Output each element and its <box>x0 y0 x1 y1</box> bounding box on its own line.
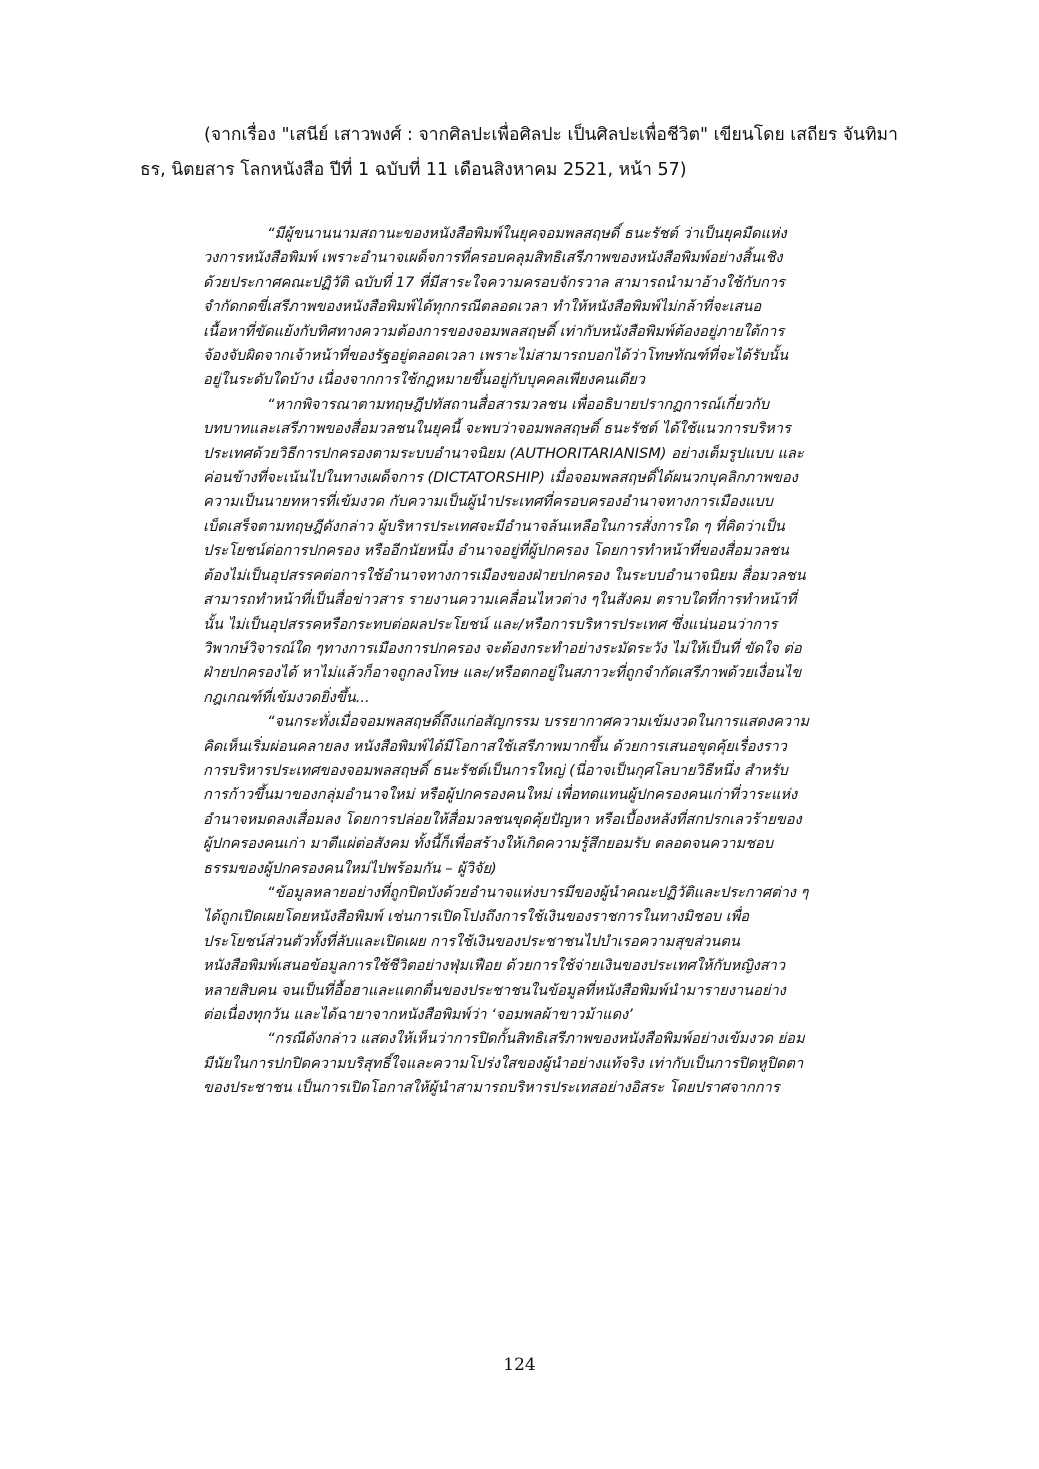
page-number: 124 <box>503 1355 536 1375</box>
quote-line: หนังสือพิมพ์เสนอข้อมูลการใช้ชีวิตอย่างฟุ่มเฟือย ด้วยการใช้จ่ายเงินของประเทศให้กับหญิงสาว <box>203 957 786 975</box>
quote-line: ความเป็นนายทหารที่เข้มงวด กับความเป็นผู้นำประเทศที่ครอบครองอำนาจทางการเมืองแบบ <box>203 493 773 511</box>
quote-line: อยู่ในระดับใดบ้าง เนื่องจากการใช้กฎหมายขึ้นอยู่กับบุคคลเพียงคนเดียว <box>203 371 645 389</box>
quote-line: มีนัยในการปกปิดความบริสุทธิ์ใจและความโปร่งใสของผู้นำอย่างแท้จริง เท่ากับเป็นการปิดหูปิดตา <box>203 1054 804 1072</box>
quote-line: ได้ถูกเปิดเผยโดยหนังสือพิมพ์ เช่นการเปิดโปงถึงการใช้เงินของราชการในทางมิชอบ เพื่อ <box>203 908 749 926</box>
quote-line: นั้น ไม่เป็นอุปสรรคหรือกระทบต่อผลประโยชน์ และ/หรือการบริหารประเทศ ซึ่งแน่นอนว่าการ <box>203 615 778 633</box>
quote-line: หลายสิบคน จนเป็นที่อื้อฮาและแตกตื่นของประชาชนในข้อมูลที่หนังสือพิมพ์นำมารายงานอย่าง <box>203 981 786 999</box>
quote-paragraph <box>203 222 893 393</box>
citation-line: (จากเรื่อง "เสนีย์ เสาวพงศ์ : จากศิลปะเพื่อศิลปะ เป็นศิลปะเพื่อชีวิต" เขียนโดย เสถียร จันทิมา <box>204 125 898 145</box>
quote-line: การก้าวขึ้นมาของกลุ่มอำนาจใหม่ หรือผู้ปกครองคนใหม่ เพื่อทดแทนผู้ปกครองคนเก่าที่วาระแห่ง <box>203 786 798 804</box>
quote-line: วงการหนังสือพิมพ์ เพราะอำนาจเผด็จการที่ครอบคลุมสิทธิเสรีภาพของหนังสือพิมพ์อย่างสิ้นเชิง <box>203 249 783 267</box>
quote-paragraph <box>203 393 893 710</box>
quote-line: “กรณีดังกล่าว แสดงให้เห็นว่าการปิดกั้นสิทธิเสรีภาพของหนังสือพิมพ์อย่างเข้มงวด ย่อม <box>267 1030 805 1048</box>
quote-line: ประเทศด้วยวิธีการปกครองตามระบบอำนาจนิยม (AUTHORITARIANISM) อย่างเต็มรูปแบบ และ <box>203 444 804 462</box>
quote-line: ธรรมของผู้ปกครองคนใหม่ไปพร้อมกัน – ผู้วิจัย) <box>203 859 497 877</box>
quote-paragraph <box>203 1027 893 1100</box>
quote-paragraph <box>203 881 893 1027</box>
quote-line: การบริหารประเทศของจอมพลสฤษดิ์ ธนะรัชต์เป็นการใหญ่ (นี่อาจเป็นกุศโลบายวิธีหนึ่ง สำหรับ <box>203 761 788 779</box>
citation-block <box>140 118 930 188</box>
quote-line: ของประชาชน เป็นการเปิดโอกาสให้ผู้นำสามารถบริหารประเทสอย่างอิสระ โดยปราศจากการ <box>203 1079 780 1097</box>
quote-line: เบ็ดเสร็จตามทฤษฎีดังกล่าว ผู้บริหารประเทศจะมีอำนาจล้นเหลือในการสั่งการใด ๆ ที่คิดว่าเป็น <box>203 517 785 535</box>
quote-line: อำนาจหมดลงเสื่อมลง โดยการปล่อยให้สื่อมวลชนขุดคุ้ยปัญหา หรือเบื้องหลังที่สกปรกเลวร้ายของ <box>203 810 802 828</box>
quoted-passage <box>203 222 893 1101</box>
citation-line: ธร, นิตยสาร โลกหนังสือ ปีที่ 1 ฉบับที่ 11 เดือนสิงหาคม 2521, หน้า 57) <box>140 160 687 180</box>
quote-line: ผู้ปกครองคนเก่า มาตีแผ่ต่อสังคม ทั้งนี้ก็เพื่อสร้างให้เกิดความรู้สึกยอมรับ ตลอดจนความชอบ <box>203 835 774 853</box>
quote-line: วิพากษ์วิจารณ์ใด ๆทางการเมืองการปกครอง จะต้องกระทำอย่างระมัดระวัง ไม่ให้เป็นที่ ขัดใจ ต่อ <box>203 639 802 657</box>
quote-line: “จนกระทั่งเมื่อจอมพลสฤษดิ์ถึงแก่อสัญกรรม บรรยากาศความเข้มงวดในการแสดงความ <box>267 713 809 731</box>
quote-line: “หากพิจารณาตามทฤษฎีปทัสถานสื่อสารมวลชน เพื่ออธิบายปรากฏการณ์เกี่ยวกับ <box>267 395 770 413</box>
quote-line: ต่อเนื่องทุกวัน และได้ฉายาจากหนังสือพิมพ์ว่า ‘จอมพลผ้าขาวม้าแดง’ <box>203 1006 633 1023</box>
quote-line: จ้องจับผิดจากเจ้าหน้าที่ของรัฐอยู่ตลอดเวลา เพราะไม่สามารถบอกได้ว่าโทษทัณฑ์ที่จะได้รับนั้น <box>203 347 789 365</box>
quote-line: ฝ่ายปกครองได้ หาไม่แล้วก็อาจถูกลงโทษ และ/หรือตกอยู่ในสภาวะที่ถูกจำกัดเสรีภาพด้วยเงื่อนไข <box>203 664 802 682</box>
quote-line: ประโยชน์ต่อการปกครอง หรืออีกนัยหนึ่ง อำนาจอยู่ที่ผู้ปกครอง โดยการทำหน้าที่ของสื่อมวลชน <box>203 542 789 560</box>
quote-line: สามารถทำหน้าที่เป็นสื่อข่าวสาร รายงานความเคลื่อนไหวต่าง ๆในสังคม ตราบใดที่การทำหน้าที่ <box>203 591 797 609</box>
quote-line: ด้วยประกาศคณะปฏิวัติ ฉบับที่ 17 ที่มีสาระใจความครอบจักรวาล สามารถนำมาอ้างใช้กับการ <box>203 273 785 291</box>
quote-line: กฎเกณฑ์ที่เข้มงวดยิ่งขึ้น... <box>203 688 370 706</box>
quote-line: คิดเห็นเริ่มผ่อนคลายลง หนังสือพิมพ์ได้มีโอกาสใช้เสรีภาพมากขึ้น ด้วยการเสนอขุดคุ้ยเรื่องราว <box>203 737 787 755</box>
quote-line: “มีผู้ขนานนามสถานะของหนังสือพิมพ์ในยุคจอมพลสฤษดิ์ ธนะรัชต์ ว่าเป็นยุคมืดแห่ง <box>267 225 787 242</box>
quote-line: จำกัดกดขี่เสรีภาพของหนังสือพิมพ์ได้ทุกกรณีตลอดเวลา ทำให้หนังสือพิมพ์ไม่กล้าที่จะเสนอ <box>203 298 762 316</box>
quote-line: ค่อนข้างที่จะเน้นไปในทางเผด็จการ (DICTATORSHIP) เมื่อจอมพลสฤษดิ์ได้ผนวกบุคลิกภาพของ <box>203 469 798 487</box>
quote-line: “ข้อมูลหลายอย่างที่ถูกปิดบังด้วยอำนาจแห่งบารมีของผู้นำคณะปฏิวัติและประกาศต่าง ๆ <box>267 883 809 901</box>
quote-line: บทบาทและเสรีภาพของสื่อมวลชนในยุคนี้ จะพบว่าจอมพลสฤษดิ์ ธนะรัชต์ ได้ใช้แนวการบริหาร <box>203 420 791 438</box>
quote-paragraph <box>203 710 893 881</box>
quote-line: ต้องไม่เป็นอุปสรรคต่อการใช้อำนาจทางการเมืองของฝ่ายปกครอง ในระบบอำนาจนิยม สื่อมวลชน <box>203 566 806 584</box>
quote-line: ประโยชน์ส่วนตัวทั้งที่ลับและเปิดเผย การใช้เงินของประชาชนไปบำเรอความสุขส่วนตน <box>203 932 740 950</box>
quote-line: เนื้อหาที่ขัดแย้งกับทิศทางความต้องการของจอมพลสฤษดิ์ เท่ากับหนังสือพิมพ์ต้องอยู่ภายใต้การ <box>203 322 785 340</box>
